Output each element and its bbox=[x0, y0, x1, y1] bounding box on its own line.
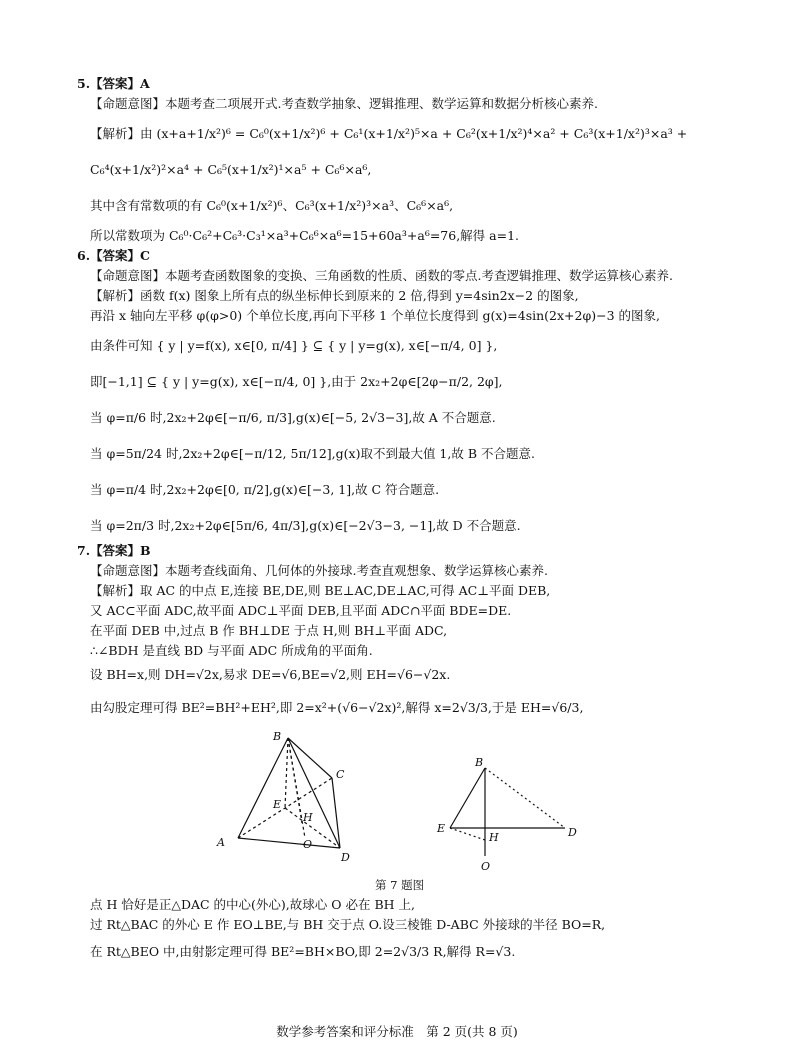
label-d: D bbox=[341, 851, 350, 864]
q5-line: 所以常数项为 C₆⁰·C₆²+C₆³·C₃¹×a³+C₆⁶×a⁶=15+60a³+a⁶=76,解得 a=1. bbox=[90, 228, 520, 243]
q7-line: 又 AC⊂平面 ADC,故平面 ADC⊥平面 DEB,且平面 ADC∩平面 BDE=DE. bbox=[90, 603, 512, 618]
tetrahedron-diagram bbox=[238, 738, 340, 848]
edge-ba bbox=[238, 738, 288, 838]
q6-line: 当 φ=π/4 时,2x₂+2φ∈[0, π/2],g(x)∈[−3, 1],故 C 符合题意. bbox=[90, 482, 440, 497]
label-o: O bbox=[303, 838, 313, 851]
q5-line: 其中含有常数项的有 C₆⁰(x+1/x²)⁶、C₆³(x+1/x²)³×a³、C₆⁶×a⁶, bbox=[90, 198, 454, 213]
q7-line: 设 BH=x,则 DH=√2x,易求 DE=√6,BE=√2,则 EH=√6−√2x. bbox=[90, 667, 451, 682]
label-h: H bbox=[303, 811, 313, 824]
q6-line: 再沿 x 轴向左平移 φ(φ>0) 个单位长度,再向下平移 1 个单位长度得到 g(x)=4sin(2x+2φ)−3 的图象, bbox=[90, 308, 660, 323]
q6-line: 当 φ=2π/3 时,2x₂+2φ∈[5π/6, 4π/3],g(x)∈[−2√3−3, −1],故 D 不合题意. bbox=[90, 518, 521, 533]
seg-bd bbox=[485, 768, 565, 828]
q6-line: 由条件可知 { y | y=f(x), x∈[0, π/4] } ⊆ { y | y=g(x), x∈[−π/4, 0] }, bbox=[90, 338, 498, 353]
q6-line: 当 φ=π/6 时,2x₂+2φ∈[−π/6, π/3],g(x)∈[−5, 2√3−3],故 A 不合题意. bbox=[90, 410, 496, 425]
q6-header: 6.【答案】C bbox=[77, 248, 150, 263]
q7-line: 【解析】取 AC 的中点 E,连接 BE,DE,则 BE⊥AC,DE⊥AC,可得 AC⊥平面 DEB, bbox=[90, 583, 551, 598]
label-e-right: E bbox=[437, 822, 446, 835]
q6-line: 即[−1,1] ⊆ { y | y=g(x), x∈[−π/4, 0] },由于 2x₂+2φ∈[2φ−π/2, 2φ], bbox=[90, 374, 503, 389]
edge-ad bbox=[238, 838, 340, 848]
label-d-right: D bbox=[568, 826, 577, 839]
label-c: C bbox=[336, 768, 345, 781]
edge-be bbox=[285, 738, 288, 808]
q6-line: 当 φ=5π/24 时,2x₂+2φ∈[−π/12, 5π/12],g(x)取不到最大值 1,故 B 不合题意. bbox=[90, 446, 535, 461]
edge-cd bbox=[332, 778, 340, 848]
q7-line: 在平面 DEB 中,过点 B 作 BH⊥DE 于点 H,则 BH⊥平面 ADC, bbox=[90, 623, 448, 638]
q5-header: 5.【答案】A bbox=[77, 76, 150, 91]
q7-line: 由勾股定理可得 BE²=BH²+EH²,即 2=x²+(√6−√2x)²,解得 x=2√3/3,于是 EH=√6/3, bbox=[90, 700, 584, 715]
label-a: A bbox=[217, 836, 225, 849]
section-diagram bbox=[450, 768, 565, 856]
q5-line: 【解析】由 (x+a+1/x²)⁶ = C₆⁰(x+1/x²)⁶ + C₆¹(x+1/x²)⁵×a + C₆²(x+1/x²)⁴×a² + C₆³(x+1/x²)³×a³ + bbox=[90, 126, 688, 141]
edge-bc bbox=[288, 738, 332, 778]
q7-after-line: 点 H 恰好是正△DAC 的中心(外心),故球心 O 必在 BH 上, bbox=[90, 897, 415, 912]
q6-line: 【命题意图】本题考查函数图象的变换、三角函数的性质、函数的零点.考查逻辑推理、数学运算核心素养. bbox=[90, 268, 673, 283]
q5-line: C₆⁴(x+1/x²)²×a⁴ + C₆⁵(x+1/x²)¹×a⁵ + C₆⁶×a⁶, bbox=[90, 162, 372, 177]
q7-after-line: 过 Rt△BAC 的外心 E 作 EO⊥BE,与 BH 交于点 O.设三棱锥 D-ABC 外接球的半径 BO=R, bbox=[90, 917, 606, 932]
label-o-right: O bbox=[481, 860, 491, 873]
label-b-right: B bbox=[475, 756, 484, 769]
seg-eo bbox=[450, 828, 485, 840]
q7-after-line: 在 Rt△BEO 中,由射影定理可得 BE²=BH×BO,即 2=2√3/3 R,解得 R=√3. bbox=[90, 944, 516, 959]
label-h-right: H bbox=[489, 831, 499, 844]
q5-line: 【命题意图】本题考查二项展开式.考查数学抽象、逻辑推理、数学运算和数据分析核心素养. bbox=[90, 96, 598, 111]
figure-caption: 第 7 题图 bbox=[375, 878, 425, 892]
seg-be bbox=[450, 768, 485, 828]
page-footer: 数学参考答案和评分标准 第 2 页(共 8 页) bbox=[276, 1024, 518, 1039]
label-b: B bbox=[273, 730, 282, 743]
edge-bd bbox=[288, 738, 340, 848]
q7-line: ∴∠BDH 是直线 BD 与平面 ADC 所成角的平面角. bbox=[90, 643, 373, 658]
q6-line: 【解析】函数 f(x) 图象上所有点的纵坐标伸长到原来的 2 倍,得到 y=4sin2x−2 的图象, bbox=[90, 288, 579, 303]
edge-bh bbox=[288, 738, 302, 823]
q7-header: 7.【答案】B bbox=[77, 543, 151, 558]
label-e: E bbox=[273, 798, 282, 811]
q7-line: 【命题意图】本题考查线面角、几何体的外接球.考查直观想象、数学运算核心素养. bbox=[90, 563, 548, 578]
q7-figure bbox=[205, 728, 605, 873]
